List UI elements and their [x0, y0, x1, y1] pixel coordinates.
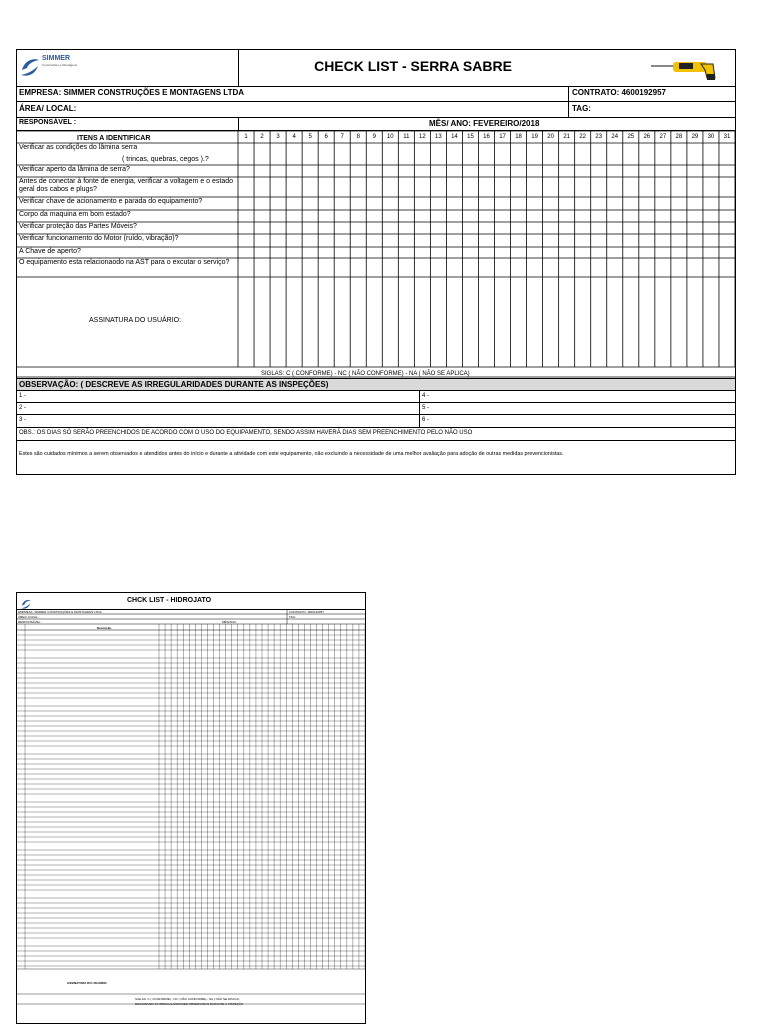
logo-subtitle: Construções e Montagens — [42, 63, 78, 67]
hidrojato-grid — [17, 609, 365, 1009]
assinatura-label: ASSINATURA DO USUÁRIO: — [89, 317, 182, 324]
day-header: 21 — [563, 134, 570, 140]
obs-line-2 — [17, 403, 735, 415]
responsavel-row — [17, 118, 735, 131]
observacao-label: OBSERVAÇÃO: ( DESCREVE AS IRREGULARIDADES DURANTE AS INSPEÇÕES) — [19, 380, 329, 389]
day-header: 30 — [707, 134, 715, 140]
day-header: 2 — [260, 134, 264, 140]
obs-line-1 — [17, 391, 735, 403]
area-row — [17, 102, 735, 118]
logo-text: SIMMER — [42, 55, 70, 62]
day-header: 3 — [276, 134, 280, 140]
checklist-serra-sabre — [16, 49, 736, 475]
empresa-row — [17, 86, 735, 102]
mes-ano-label: MÊS/ ANO: FEVEREIRO/2018 — [429, 119, 540, 128]
sheet-header — [17, 50, 735, 87]
day-header: 10 — [386, 134, 394, 140]
day-header: 31 — [723, 134, 731, 140]
item-sub: ( trincas, quebras, cegos ).? — [122, 156, 209, 163]
day-header: 1 — [244, 134, 248, 140]
checklist-item: Verificar proteção das Partes Móveis? — [19, 223, 137, 230]
contrato-label: CONTRATO: 4600192957 — [572, 88, 666, 97]
day-header: 12 — [419, 134, 426, 140]
reciprocating-saw-icon — [649, 56, 719, 82]
area-label: ÁREA/ LOCAL: — [19, 104, 77, 113]
obs-right-2: 5 - — [422, 405, 430, 411]
day-header: 8 — [356, 134, 360, 140]
sheet2-siglas: SIGLAS: C ( CONFORME) - NC ( NÃO CONFORME) - NA ( NÃO SE APLICA) — [135, 997, 240, 1001]
sheet2-descricao: Descrição — [97, 626, 112, 630]
checklist-item: Antes de conectar à fonte de energia, verificar a voltagem e o estado geral dos cabos e plugs? — [19, 178, 234, 193]
day-header: 29 — [691, 134, 699, 140]
obs-note-row — [17, 428, 735, 441]
day-header: 6 — [324, 134, 328, 140]
checklist-item: Verificar chave de acionamento e parada do equipamento? — [19, 198, 203, 205]
sheet2-assinatura: ASSINATURA DO USUÁRIO: — [67, 981, 108, 985]
sheet2-empresa: EMPRESA: SIMMER CONSTRUÇÕES E MONTAGENS LTDA — [18, 610, 102, 614]
obs-left-1: 1 - — [19, 393, 27, 399]
empresa-label: EMPRESA: SIMMER CONSTRUÇÕES E MONTAGENS LTDA — [19, 88, 245, 97]
checklist-item: Corpo da maquina em bom estado? — [19, 211, 131, 218]
day-header: 28 — [675, 134, 683, 140]
day-header: 17 — [499, 134, 506, 140]
day-header: 9 — [372, 134, 376, 140]
sheet2-title: CHCK LIST - HIDROJATO — [127, 597, 212, 604]
obs-right-3: 6 - — [422, 417, 430, 423]
day-header: 7 — [340, 134, 344, 140]
responsavel-label: RESPONSÁVEL : — [19, 119, 77, 126]
obs-right-1: 4 - — [422, 393, 430, 399]
day-header: 25 — [627, 134, 635, 140]
sheet2-area: ÁREA/ LOCAL: — [18, 615, 39, 619]
checklist-item: Verificar aperto da lâmina de serra? — [19, 166, 130, 173]
day-header: 14 — [451, 134, 458, 140]
siglas-label: SIGLAS: C ( CONFORME) - NC ( NÃO CONFORME) - NA ( NÃO SE APLICA) — [261, 371, 470, 377]
simmer-logo-icon — [19, 54, 41, 80]
footer-note: Estes são cuidados mínimos a serem observados e atendidos antes do início e durante a atividade com este equipamento, não excluindo a necessidade de uma melhor avaliação para adoção de outras medidas prevencionistas. — [19, 451, 564, 457]
day-header: 11 — [403, 134, 410, 140]
checklist-item: Verificar as condições do lâmina serra — [19, 144, 138, 151]
tag-label: TAG: — [572, 104, 591, 113]
observacao-row — [17, 378, 735, 391]
day-header: 19 — [531, 134, 538, 140]
obs-line-3 — [17, 415, 735, 428]
day-header: 23 — [595, 134, 603, 140]
checklist-item: Verificar funcionamento do Motor (ruído, vibração)? — [19, 235, 179, 242]
day-header: 26 — [643, 134, 651, 140]
day-header: 27 — [659, 134, 667, 140]
day-header: 18 — [515, 134, 522, 140]
checklist-hidrojato — [16, 592, 366, 1024]
sheet2-contrato: CONTRATO: 4600192957 — [289, 610, 324, 614]
obs-left-2: 2 - — [19, 405, 27, 411]
day-header: 5 — [308, 134, 312, 140]
checklist-item: O equipamento esta relacionaodo na AST para o excutar o serviço? — [19, 259, 230, 266]
itens-header: ITENS A IDENTIFICAR — [77, 135, 151, 142]
day-header: 16 — [483, 134, 490, 140]
obs-note: OBS.: OS DIAS SÓ SERÃO PREENCHIDOS DE ACORDO COM O USO DO EQUIPAMENTO, SENDO ASSIM HAVERÁ DIAS SEM PREENCHIMENTO PELO NÃO USO — [19, 430, 473, 436]
sheet2-responsavel: RESPONSÁVEL: — [18, 620, 42, 624]
logo-cell — [17, 50, 239, 86]
day-header: 4 — [292, 134, 296, 140]
sheet2-observacao: DESCREVER AS IRREGULARIDADES OBSERVADAS DURANTE A INSPEÇÃO — [135, 1002, 244, 1006]
day-header: 22 — [579, 134, 587, 140]
sheet2-tag: TAG: — [289, 615, 296, 619]
day-header: 24 — [611, 134, 619, 140]
day-header: 13 — [435, 134, 442, 140]
day-header: 20 — [547, 134, 554, 140]
page-title: CHECK LIST - SERRA SABRE — [314, 58, 512, 74]
obs-left-3: 3 - — [19, 417, 27, 423]
checklist-item: A Chave de aperto? — [19, 248, 81, 255]
sheet2-mes-ano: MÊS/ANO: — [222, 620, 237, 624]
day-header: 15 — [467, 134, 474, 140]
